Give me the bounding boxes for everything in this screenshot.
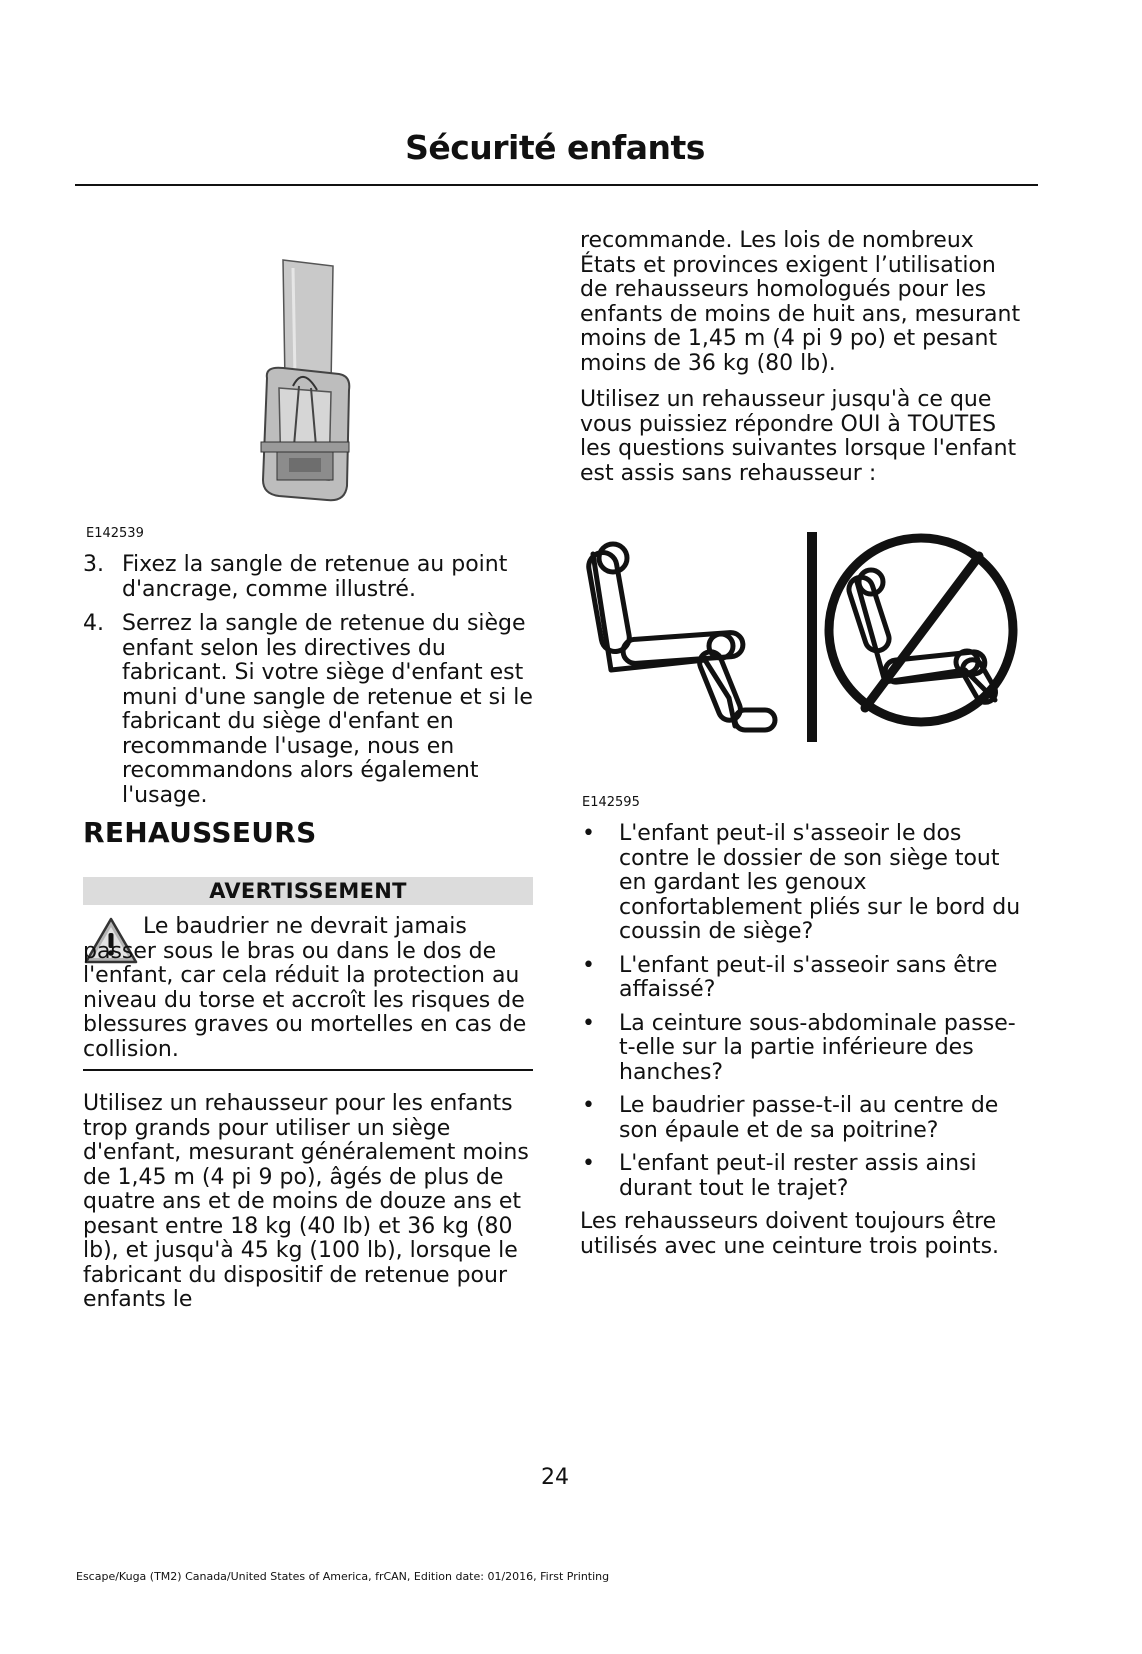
warning-heading: AVERTISSEMENT [83,877,533,905]
warning-divider [83,1069,533,1071]
paragraph: Utilisez un rehausseur jusqu'à ce que vous puissiez répondre OUI à TOUTES les questions suivantes lorsque l'enfant est assis sans rehausseur : [580,387,1017,486]
list-item [580,1152,1030,1201]
bullet-dot: • [582,1010,595,1036]
page-number: 24 [541,1465,569,1490]
section-heading: REHAUSSEURS [83,816,317,849]
step-number: 3. [83,552,104,577]
warning-text: Le baudrier ne devrait jamais passer sous le bras ou dans le dos de l'enfant, car cela réduit la protection au niveau du torse et accroît les risques de blessures graves ou mortelles en cas de collision. [83,914,527,1062]
seatbelt-buckle-illustration [255,258,355,503]
paragraph: recommande. Les lois de nombreux États et provinces exigent l’utilisation de rehausseurs homologués pour les enfants de moins de huit ans, mesurant moins de 1,45 m (4 pi 9 po) et pesant moins de 36 kg (80 lb). [580,228,1021,376]
list-item-text: Le baudrier passe-t-il au centre de son épaule et de sa poitrine? [619,1093,999,1143]
list-item [580,1012,1030,1086]
bullet-dot: • [582,1093,595,1118]
list-item [580,822,1030,945]
list-item-text: L'enfant peut-il s'asseoir le dos contre le dossier de son siège tout en gardant les genoux confortablement pliés sur le bord du coussin de siège? [619,821,1021,944]
body-paragraph: Utilisez un rehausseur pour les enfants trop grands pour utiliser un siège d'enfant, mesurant généralement moins de 1,45 m (4 pi 9 po), âgés de plus de quatre ans et de moins de douze ans et pesant entre 18 kg (40 lb) et 36 kg (80 lb), et jusqu'à 45 kg (100 lb), lorsque le fabricant du dispositif de retenue pour enfants le [83,1091,529,1312]
figure-code: E142595 [582,795,640,810]
figure-code: E142539 [86,526,144,541]
bullet-dot: • [582,821,595,846]
closing-paragraph: Les rehausseurs doivent toujours être utilisés avec une ceinture trois points. [580,1209,1000,1259]
footer-text: Escape/Kuga (TM2) Canada/United States of America, frCAN, Edition date: 01/2016, First Printing [76,1570,610,1583]
step-text: Serrez la sangle de retenue du siège enfant selon les directives du fabricant. Si votre siège d'enfant est muni d'une sangle de retenue et si le fabricant du siège d'enfant en recommande l'usage, nous en recommandons alors également l'usage. [122,611,533,808]
list-item-text: L'enfant peut-il s'asseoir sans être affaissé? [619,952,998,1002]
list-item [580,954,1030,1003]
list-item-text: La ceinture sous-abdominale passe-t-elle sur la partie inférieure des hanches? [619,1010,1016,1085]
questions-list [580,822,1030,1259]
list-item [580,1094,1030,1143]
seating-posture-illustration [585,532,1040,752]
header-divider [75,184,1038,186]
step-number: 4. [83,611,104,636]
steps-list [83,553,533,818]
list-item [83,553,533,602]
list-item [83,612,533,808]
page-title: Sécurité enfants [405,128,705,167]
list-item-text: L'enfant peut-il rester assis ainsi durant tout le trajet? [619,1151,977,1201]
step-text: Fixez la sangle de retenue au point d'ancrage, comme illustré. [122,552,508,602]
bullet-dot: • [582,1151,595,1176]
bullet-dot: • [582,952,595,978]
